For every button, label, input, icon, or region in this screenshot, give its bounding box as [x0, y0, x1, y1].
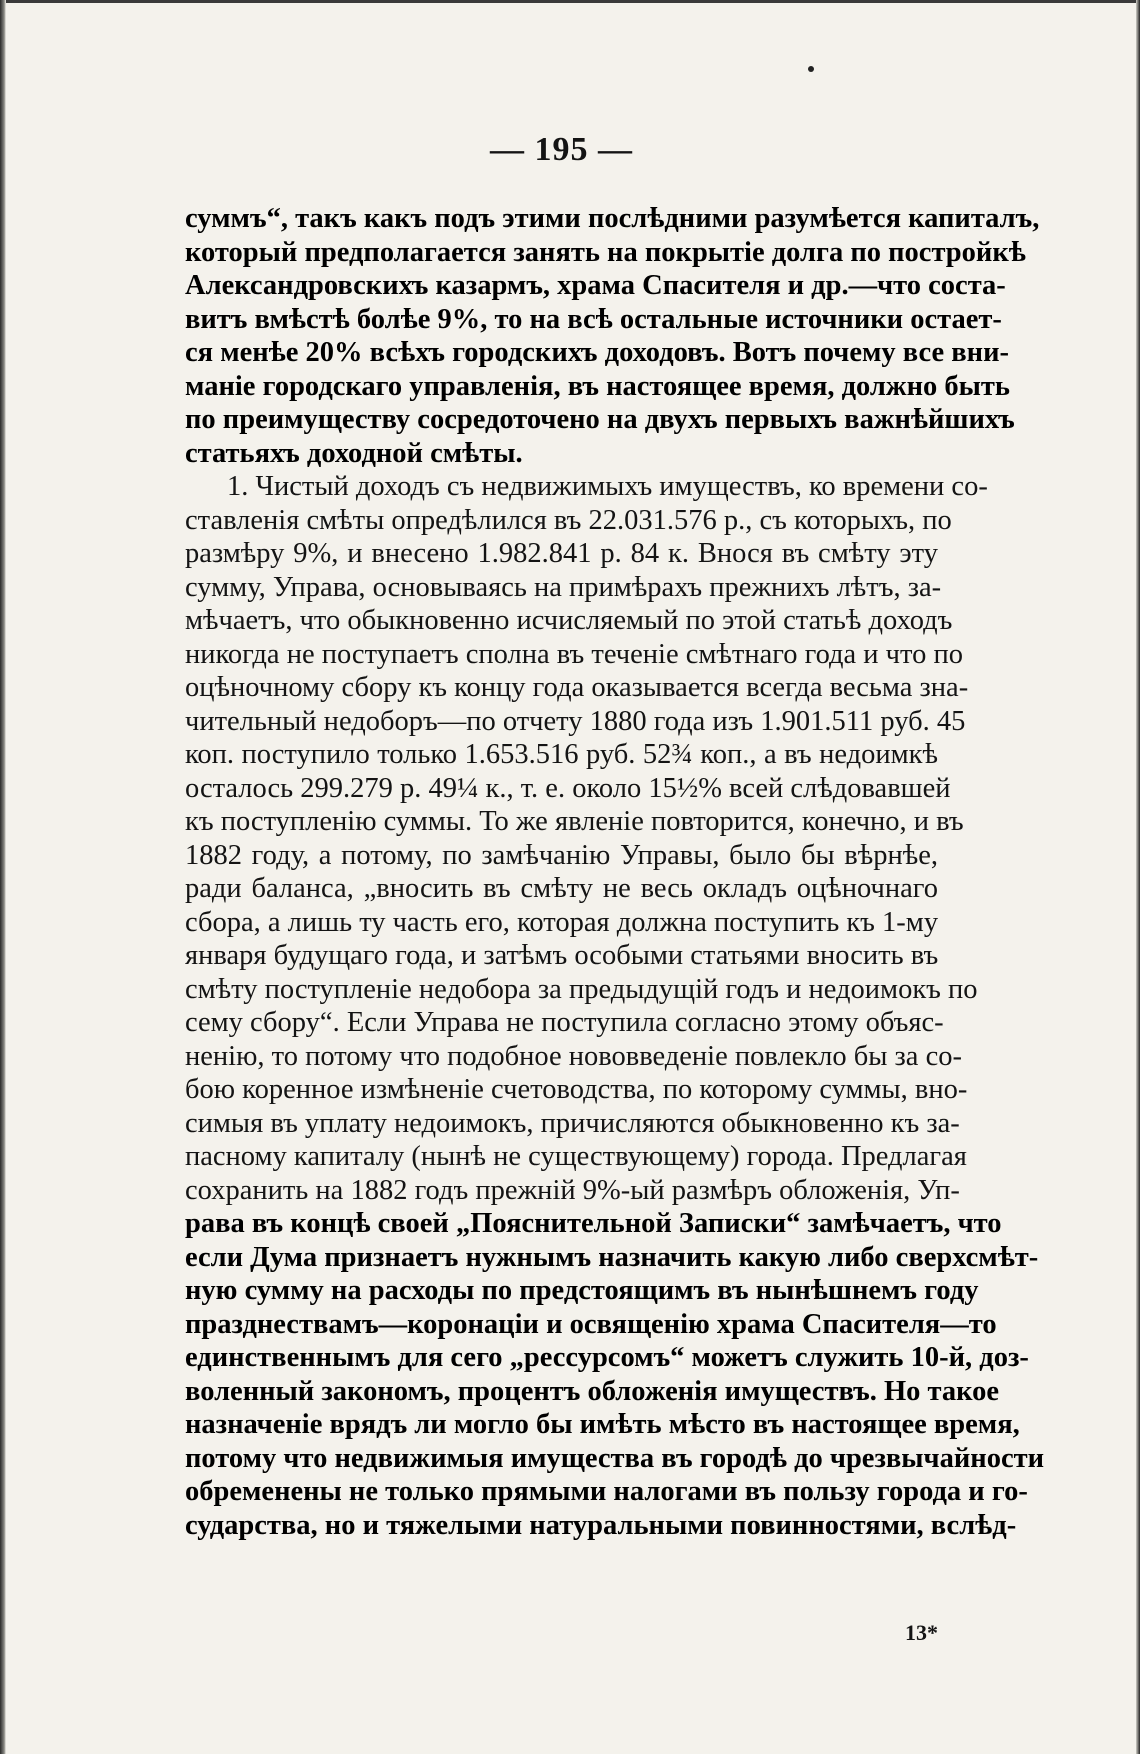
text-line: празднествамъ—коронаціи и освященію храма Спасителя—то — [185, 1308, 997, 1340]
text-line: ную сумму на расходы по предстоящимъ въ нынѣшнемъ году — [185, 1275, 979, 1306]
page-content — [185, 128, 1045, 1645]
text-line: который предполагается занять на покрытіе долга по постройкѣ — [185, 236, 1026, 268]
text-line: сударства, но и тяжелыми натуральными повинностями, вслѣд- — [185, 1509, 1017, 1541]
text-line: ради баланса, „вносить въ смѣту не весь окладъ оцѣночнаго — [185, 873, 938, 904]
text-line: бою коренное измѣненіе счетоводства, по которому суммы, вно- — [185, 1074, 968, 1105]
text-line: къ поступленію суммы. То же явленіе повторится, конечно, и въ — [185, 806, 964, 837]
page-number: — 195 — — [490, 131, 633, 168]
text-line: маніе городскаго управленія, въ настоящее время, должно быть — [185, 370, 1010, 402]
text-line: рава въ концѣ своей „Пояснительной Записки“ замѣчаетъ, что — [185, 1208, 1002, 1239]
page-edge-top — [0, 0, 1140, 3]
text-line: по преимуществу сосредоточено на двухъ первыхъ важнѣйшихъ — [185, 404, 1015, 435]
text-line: 1882 году, а потому, по замѣчанію Управы, было бы вѣрнѣе, — [185, 839, 938, 871]
page-edge-right — [1136, 0, 1140, 1754]
text-line: осталось 299.279 р. 49¼ к., т. е. около 15½% всей слѣдовавшей — [185, 772, 951, 804]
text-line: сохранить на 1882 годъ прежній 9%-ый размѣръ обложенія, Уп- — [185, 1174, 960, 1206]
text-line: симыя въ уплату недоимокъ, причисляются обыкновенно къ за- — [185, 1107, 960, 1139]
text-line: мѣчаетъ, что обыкновенно исчисляемый по этой статьѣ доходъ — [185, 605, 953, 636]
text-line: ся менѣе 20% всѣхъ городскихъ доходовъ. Вотъ почему все вни- — [185, 337, 1010, 368]
text-line: статьяхъ доходной смѣты. — [185, 437, 523, 469]
text-line: витъ вмѣстѣ болѣе 9%, то на всѣ остальные источники остает- — [185, 303, 1002, 335]
text-line: 1. Чистый доходъ съ недвижимыхъ имуществъ, ко времени со- — [227, 471, 988, 502]
text-line: чительный недоборъ—по отчету 1880 года изъ 1.901.511 руб. 45 — [185, 705, 966, 737]
page-edge-left — [0, 0, 6, 1754]
text-line: размѣру 9%, и внесено 1.982.841 р. 84 к. Внося въ смѣту эту — [185, 538, 938, 569]
signature-mark: 13* — [905, 1620, 938, 1645]
text-line: сбора, а лишь ту часть его, которая должна поступить къ 1-му — [185, 906, 939, 938]
text-line: Александровскихъ казармъ, храма Спасителя и др.—что соста- — [185, 270, 1006, 301]
text-line: суммъ“, такъ какъ подъ этими послѣдними разумѣется капиталъ, — [185, 203, 1040, 234]
text-line: потому что недвижимыя имущества въ городѣ до чрезвычайности — [185, 1442, 1045, 1474]
text-line: обременены не только прямыми налогами въ пользу города и го- — [185, 1476, 1028, 1507]
text-line: сему сбору“. Если Управа не поступила согласно этому объяс- — [185, 1007, 944, 1038]
ink-speck — [808, 66, 814, 72]
body-text — [185, 202, 1045, 1542]
text-line: ненію, то потому что подобное нововведеніе повлекло бы за со- — [185, 1040, 962, 1072]
text-line: оцѣночному сбору къ концу года оказывается всегда весьма зна- — [185, 672, 969, 703]
text-line: коп. поступило только 1.653.516 руб. 52¾ коп., а въ недоимкѣ — [185, 739, 938, 770]
text-line: воленный закономъ, процентъ обложенія имуществъ. Но такое — [185, 1375, 1000, 1407]
text-line: никогда не поступаетъ сполна въ теченіе смѣтнаго года и что по — [185, 638, 963, 670]
text-line: единственнымъ для сего „рессурсомъ“ можетъ служить 10-й, доз- — [185, 1342, 1029, 1373]
text-line: если Дума признаетъ нужнымъ назначить какую либо сверхсмѣт- — [185, 1241, 1039, 1273]
text-line: смѣту поступленіе недобора за предыдущій годъ и недоимокъ по — [185, 973, 978, 1005]
text-line: назначеніе врядъ ли могло бы имѣть мѣсто въ настоящее время, — [185, 1409, 1020, 1440]
text-line: ставленія смѣты опредѣлился въ 22.031.576 р., съ которыхъ, по — [185, 504, 952, 536]
text-line: января будущаго года, и затѣмъ особыми статьями вносить въ — [185, 940, 939, 971]
text-line: сумму, Управа, основываясь на примѣрахъ прежнихъ лѣтъ, за- — [185, 571, 942, 603]
text-line: пасному капиталу (нынѣ не существующему) города. Предлагая — [185, 1141, 967, 1172]
